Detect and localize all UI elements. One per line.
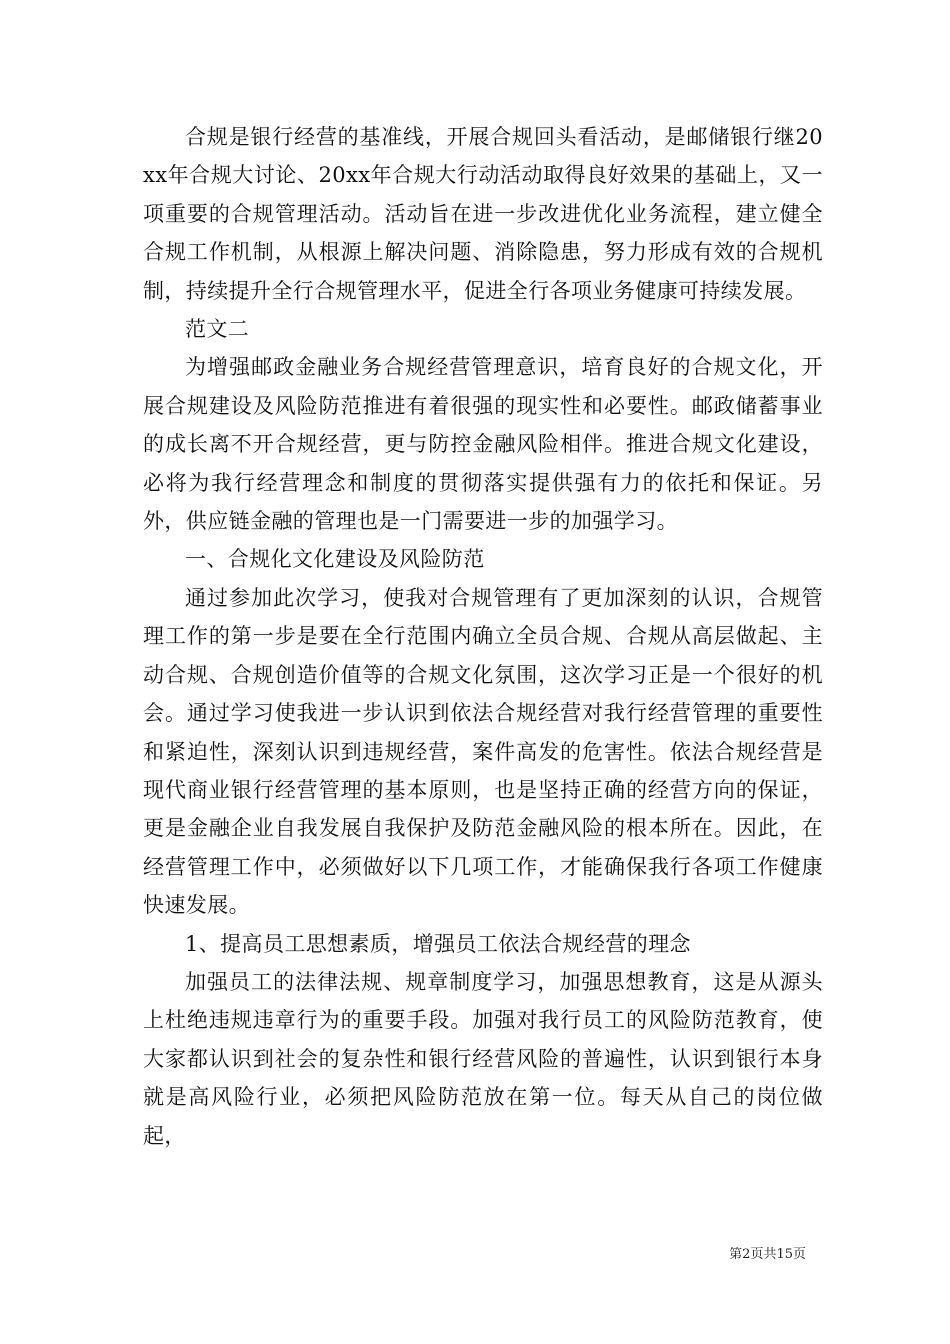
paragraph-postal-finance: 为增强邮政金融业务合规经营管理意识，培育良好的合规文化，开展合规建设及风险防范推进有着很强的现实性和必要性。邮政储蓄事业的成长离不开合规经营，更与防控金融风险相伴。推进合规文化建设，必将为我行经营理念和制度的贯彻落实提供强有力的依托和保证。另外，供应链金融的管理也是一门需要进一步的加强学习。	[143, 355, 823, 534]
page-number-footer: 第2页共15页	[729, 1247, 806, 1262]
document-body	[143, 118, 823, 1155]
paragraph-compliance-intro: 合规是银行经营的基准线，开展合规回头看活动，是邮储银行继20xx年合规大讨论、20xx年合规大行动活动取得良好效果的基础上，又一项重要的合规管理活动。活动旨在进一步改进优化业务流程，建立健全合规工作机制，从根源上解决问题、消除隐患，努力形成有效的合规机制，持续提升全行合规管理水平，促进全行各项业务健康可持续发展。	[143, 125, 823, 303]
section-heading-compliance-culture: 一、合规化文化建设及风险防范	[185, 547, 485, 572]
paragraph-employee-training: 加强员工的法律法规、规章制度学习，加强思想教育，这是从源头上杜绝违规违章行为的重要手段。加强对我行员工的风险防范教育，使大家都认识到社会的复杂性和银行经营风险的普遍性，认识到银行本身就是高风险行业，必须把风险防范放在第一位。每天从自己的岗位做起，	[143, 969, 823, 1148]
paragraph-study-reflection: 通过参加此次学习，使我对合规管理有了更加深刻的认识，合规管理工作的第一步是要在全行范围内确立全员合规、合规从高层做起、主动合规、合规创造价值等的合规文化氛围，这次学习正是一个很好的机会。通过学习使我进一步认识到依法合规经营对我行经营管理的重要性和紧迫性，深刻认识到违规经营，案件高发的危害性。依法合规经营是现代商业银行经营管理的基本原则，也是坚持正确的经营方向的保证，更是金融企业自我发展自我保护及防范金融风险的根本所在。因此，在经营管理工作中，必须做好以下几项工作，才能确保我行各项工作健康快速发展。	[143, 585, 823, 918]
section-heading-sample-two: 范文二	[185, 317, 250, 342]
subheading-employee-quality: 1、提高员工思想素质，增强员工依法合规经营的理念	[185, 931, 691, 956]
